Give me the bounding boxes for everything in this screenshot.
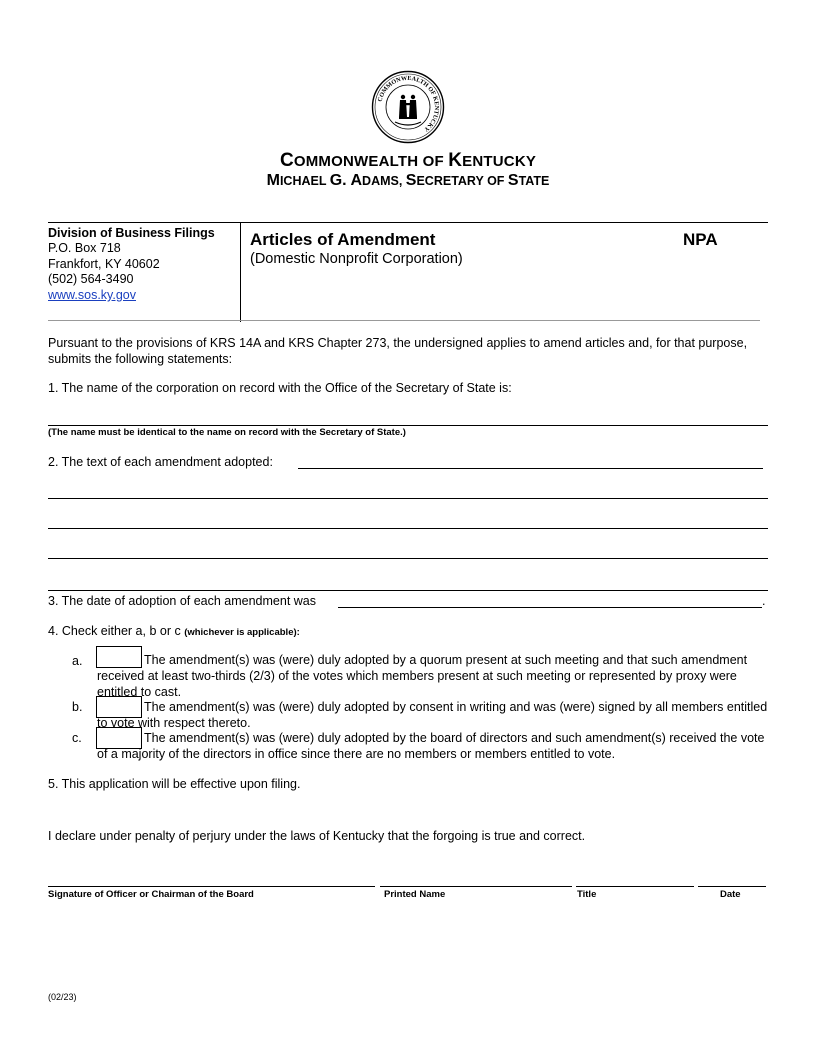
item-1-label: 1. The name of the corporation on record with the Office of the Secretary of State is: [48, 381, 512, 395]
amendment-text-field-5[interactable] [48, 590, 768, 591]
form-title: Articles of Amendment [250, 230, 436, 249]
title-line[interactable] [576, 886, 694, 887]
option-b-text: The amendment(s) was (were) duly adopted by consent in writing and was (were) signed by all members entitled to vote with respect thereto. [97, 700, 768, 730]
option-a-text: The amendment(s) was (were) duly adopted by a quorum present at such meeting and that such amendment received at least two-thirds (2/3) of the votes which members present at such meeting or represented by proxy were entitled to cast. [97, 653, 748, 699]
item-3-period: . [762, 594, 766, 608]
printed-name-label: Printed Name [384, 889, 446, 900]
form-code: NPA [683, 230, 718, 249]
signature-line[interactable] [48, 886, 375, 887]
date-label: Date [720, 889, 741, 900]
item-4-label: 4. Check either a, b or c (whichever is applicable): [48, 624, 300, 638]
commonwealth-title: COMMONWEALTH OF KENTUCKY [279, 150, 537, 171]
item-5-label: 5. This application will be effective upon filing. [48, 777, 301, 791]
printed-name-line[interactable] [380, 886, 572, 887]
item-2-label: 2. The text of each amendment adopted: [48, 455, 273, 469]
amendment-text-field-1[interactable] [298, 468, 763, 469]
header-bottom-rule [48, 320, 760, 321]
state-seal [371, 70, 445, 144]
option-c-letter: c. [72, 731, 82, 745]
division-name: Division of Business Filings [48, 226, 215, 240]
seal-text: COMMONWEALTH OF KENTUCKY [376, 74, 441, 133]
amendment-text-field-3[interactable] [48, 528, 768, 529]
header-top-rule [48, 222, 768, 223]
signature-label: Signature of Officer or Chairman of the Board [48, 889, 254, 900]
intro-paragraph: Pursuant to the provisions of KRS 14A and KRS Chapter 273, the undersigned applies to amend articles and, for that purpose, submits the following statements: [48, 336, 748, 366]
title-label: Title [577, 889, 597, 900]
item-3-label: 3. The date of adoption of each amendment was [48, 594, 317, 608]
form-version: (02/23) [48, 992, 77, 1002]
amendment-text-field-2[interactable] [48, 498, 768, 499]
secretary-title: MICHAEL G. ADAMS, SECRETARY OF STATE [266, 172, 550, 189]
phone-number: (502) 564-3490 [48, 272, 134, 286]
po-box: P.O. Box 718 [48, 241, 121, 255]
item-1-note: (The name must be identical to the name on record with the Secretary of State.) [48, 427, 406, 438]
city-address: Frankfort, KY 40602 [48, 257, 160, 271]
corporation-name-field[interactable] [48, 425, 768, 426]
website-link[interactable]: www.sos.ky.gov [48, 288, 136, 302]
header-divider [240, 222, 241, 322]
declaration: I declare under penalty of perjury under the laws of Kentucky that the forgoing is true and correct. [48, 829, 586, 843]
form-subtitle: (Domestic Nonprofit Corporation) [250, 251, 463, 267]
date-line[interactable] [698, 886, 766, 887]
option-c-text: The amendment(s) was (were) duly adopted by the board of directors and such amendment(s) received the vote of a majority of the directors in office since there are no members or members entitled to vote. [97, 731, 765, 761]
amendment-text-field-4[interactable] [48, 558, 768, 559]
option-b-letter: b. [72, 700, 83, 714]
adoption-date-field[interactable] [338, 607, 762, 608]
option-a-letter: a. [72, 654, 83, 668]
